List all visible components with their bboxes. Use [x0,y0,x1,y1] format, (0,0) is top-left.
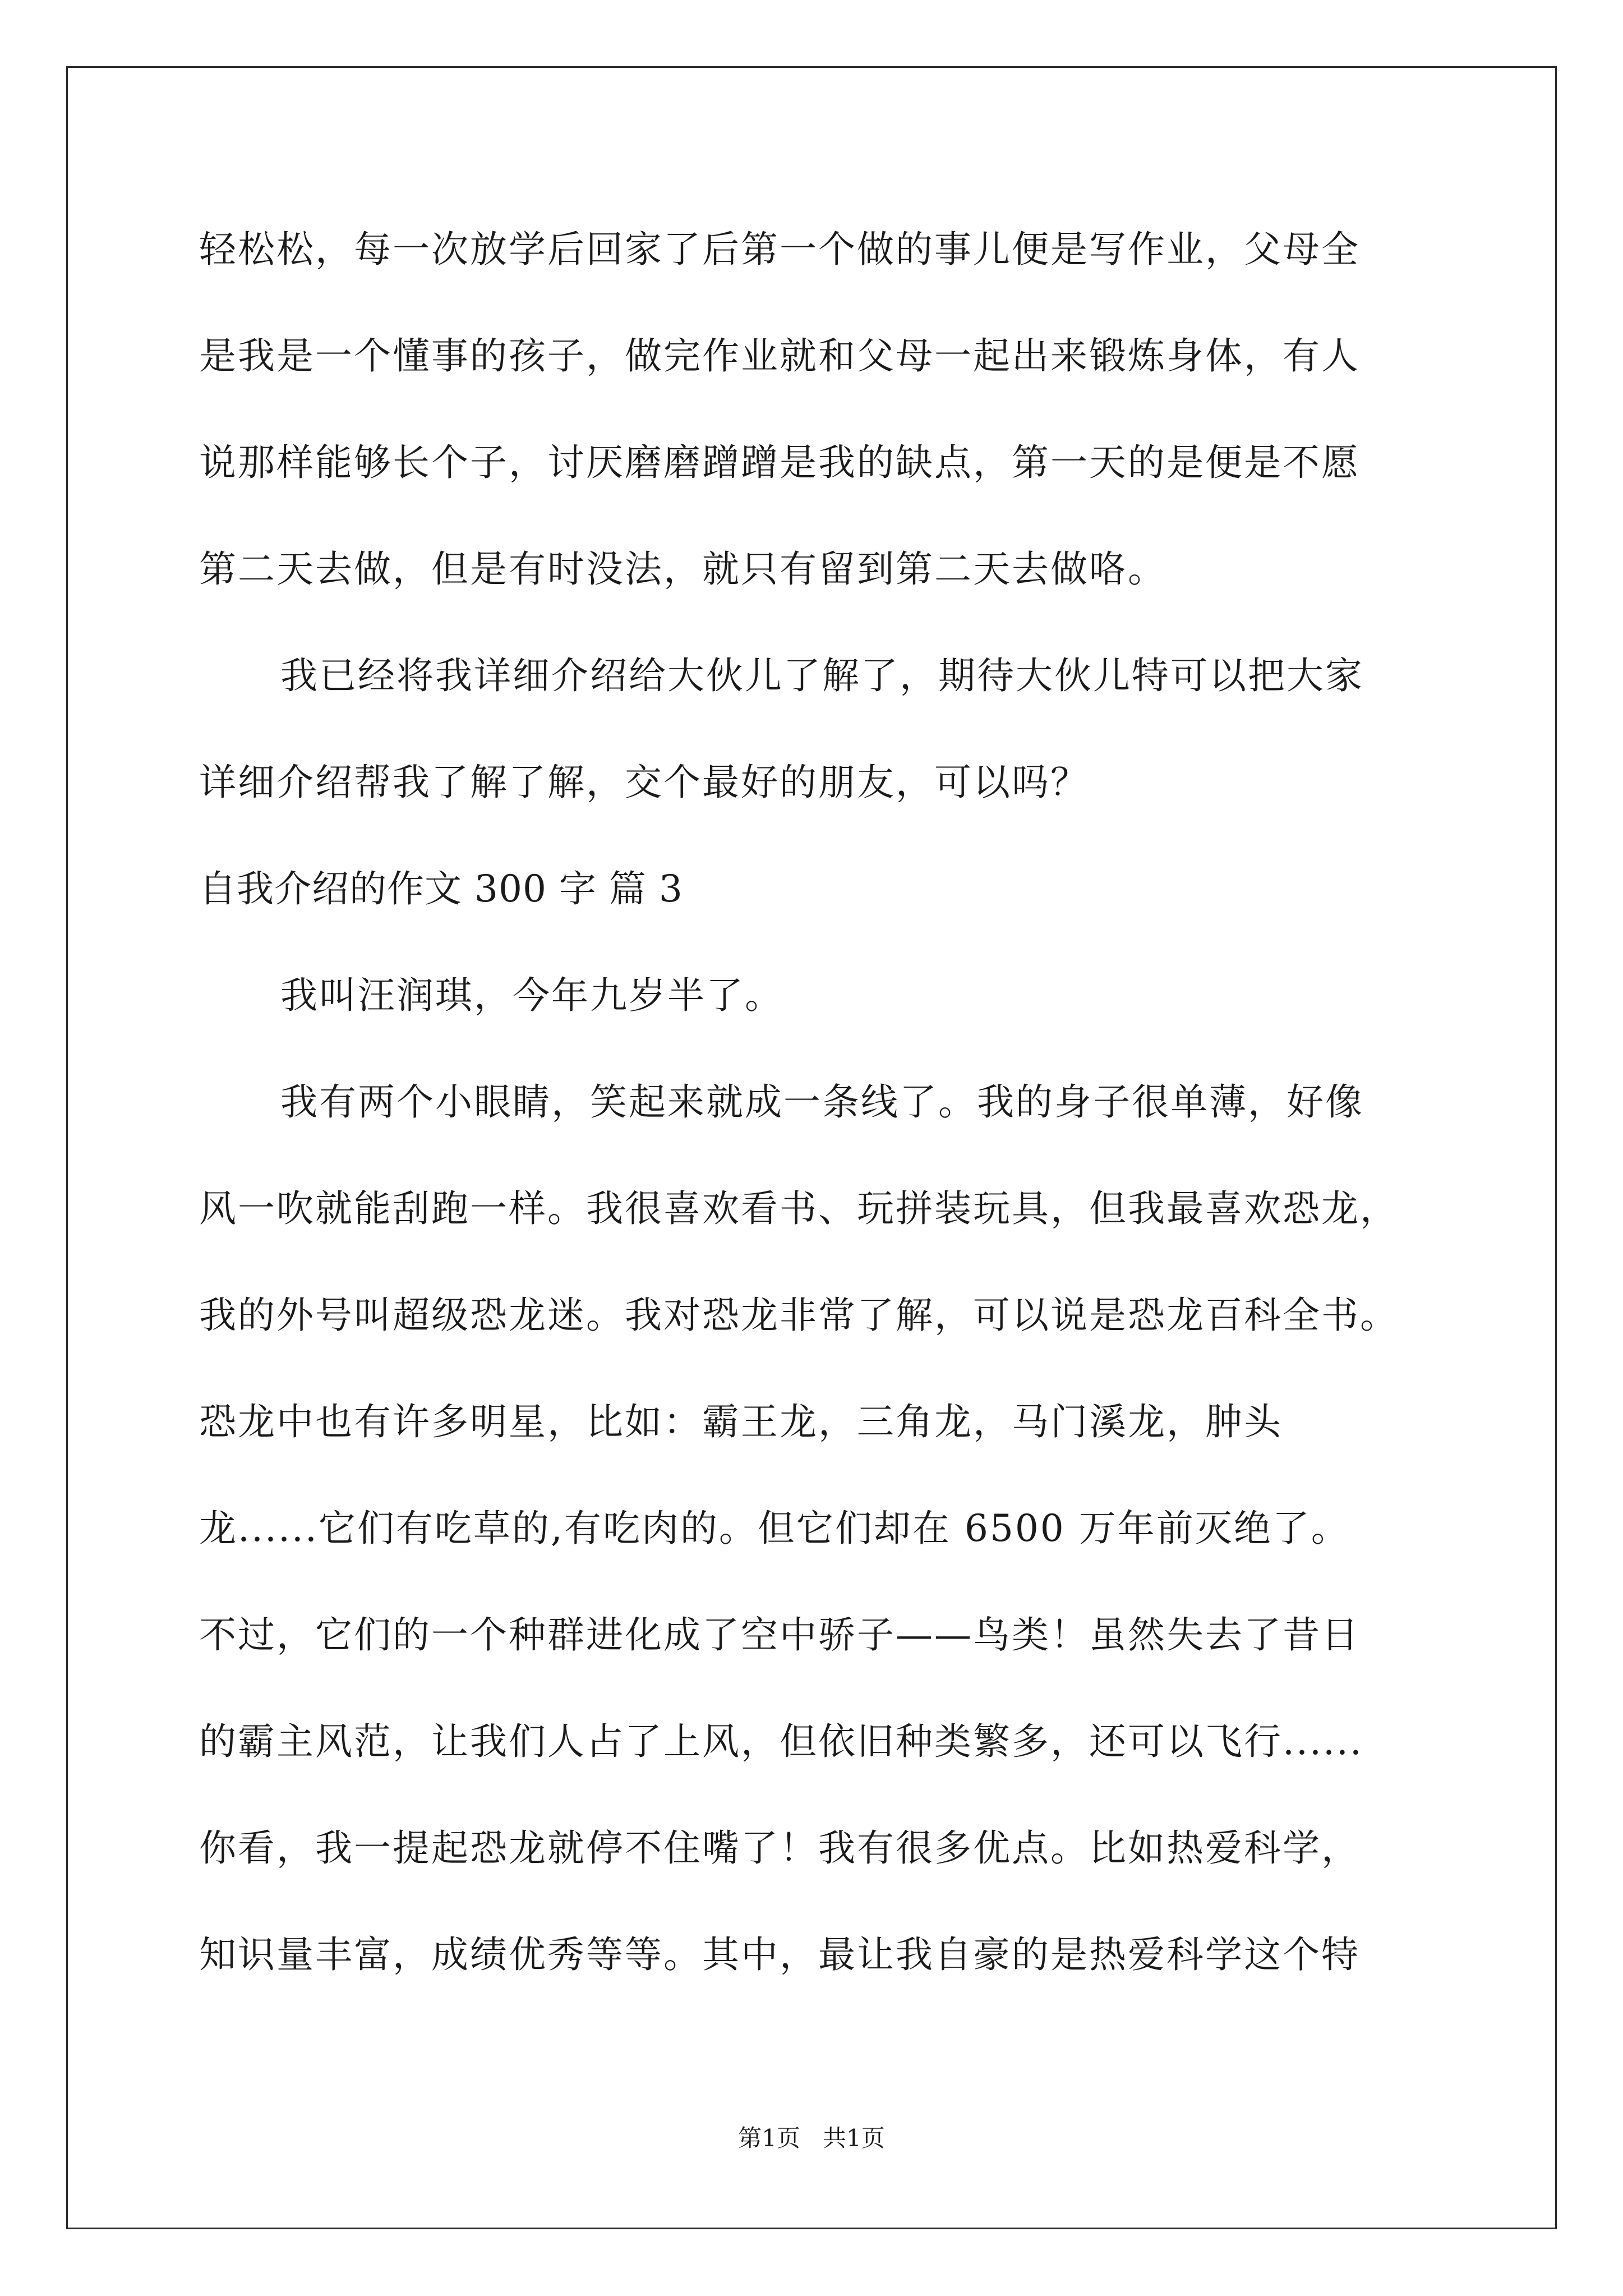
text-line: 不过，它们的一个种群进化成了空中骄子——鸟类！虽然失去了昔日 [199,1613,1360,1657]
text-line: 我叫汪润琪，今年九岁半了。 [280,974,783,1017]
text-line: 第二天去做，但是有时没法，就只有留到第二天去做咯。 [199,547,1166,591]
text-line: 龙......它们有吃草的,有吃肉的。但它们却在 6500 万年前灭绝了。 [199,1507,1350,1550]
text-line: 知识量丰富，成绩优秀等等。其中，最让我自豪的是热爱科学这个特 [199,1933,1360,1976]
text-line: 是我是一个懂事的孩子，做完作业就和父母一起出来锻炼身体，有人 [199,334,1360,378]
text-line: 恐龙中也有许多明星，比如：霸王龙，三角龙，马门溪龙，肿头 [199,1400,1283,1443]
text-line: 详细介绍帮我了解了解，交个最好的朋友，可以吗？ [199,761,1089,804]
text-line: 说那样能够长个子，讨厌磨磨蹭蹭是我的缺点，第一天的是便是不愿 [199,441,1360,484]
text-line: 的霸主风范，让我们人占了上风，但依旧种类繁多，还可以飞行...... [199,1720,1363,1763]
document-body [199,213,1467,2025]
page-footer [0,2122,1623,2155]
text-line: 轻松松，每一次放学后回家了后第一个做的事儿便是写作业，父母全 [199,228,1360,271]
text-line: 你看，我一提起恐龙就停不住嘴了！我有很多优点。比如热爱科学， [199,1826,1360,1870]
section-heading: 自我介绍的作文 300 字 篇 3 [199,867,683,910]
text-line: 我的外号叫超级恐龙迷。我对恐龙非常了解，可以说是恐龙百科全书。 [199,1294,1399,1337]
text-line: 风一吹就能刮跑一样。我很喜欢看书、玩拼装玩具，但我最喜欢恐龙， [199,1187,1399,1230]
text-line: 我已经将我详细介绍给大伙儿了解了，期待大伙儿特可以把大家 [280,654,1364,697]
text-line: 我有两个小眼睛，笑起来就成一条线了。我的身子很单薄，好像 [280,1080,1364,1124]
page-number: 第1页 [738,2124,800,2152]
page-total: 共1页 [823,2124,885,2152]
